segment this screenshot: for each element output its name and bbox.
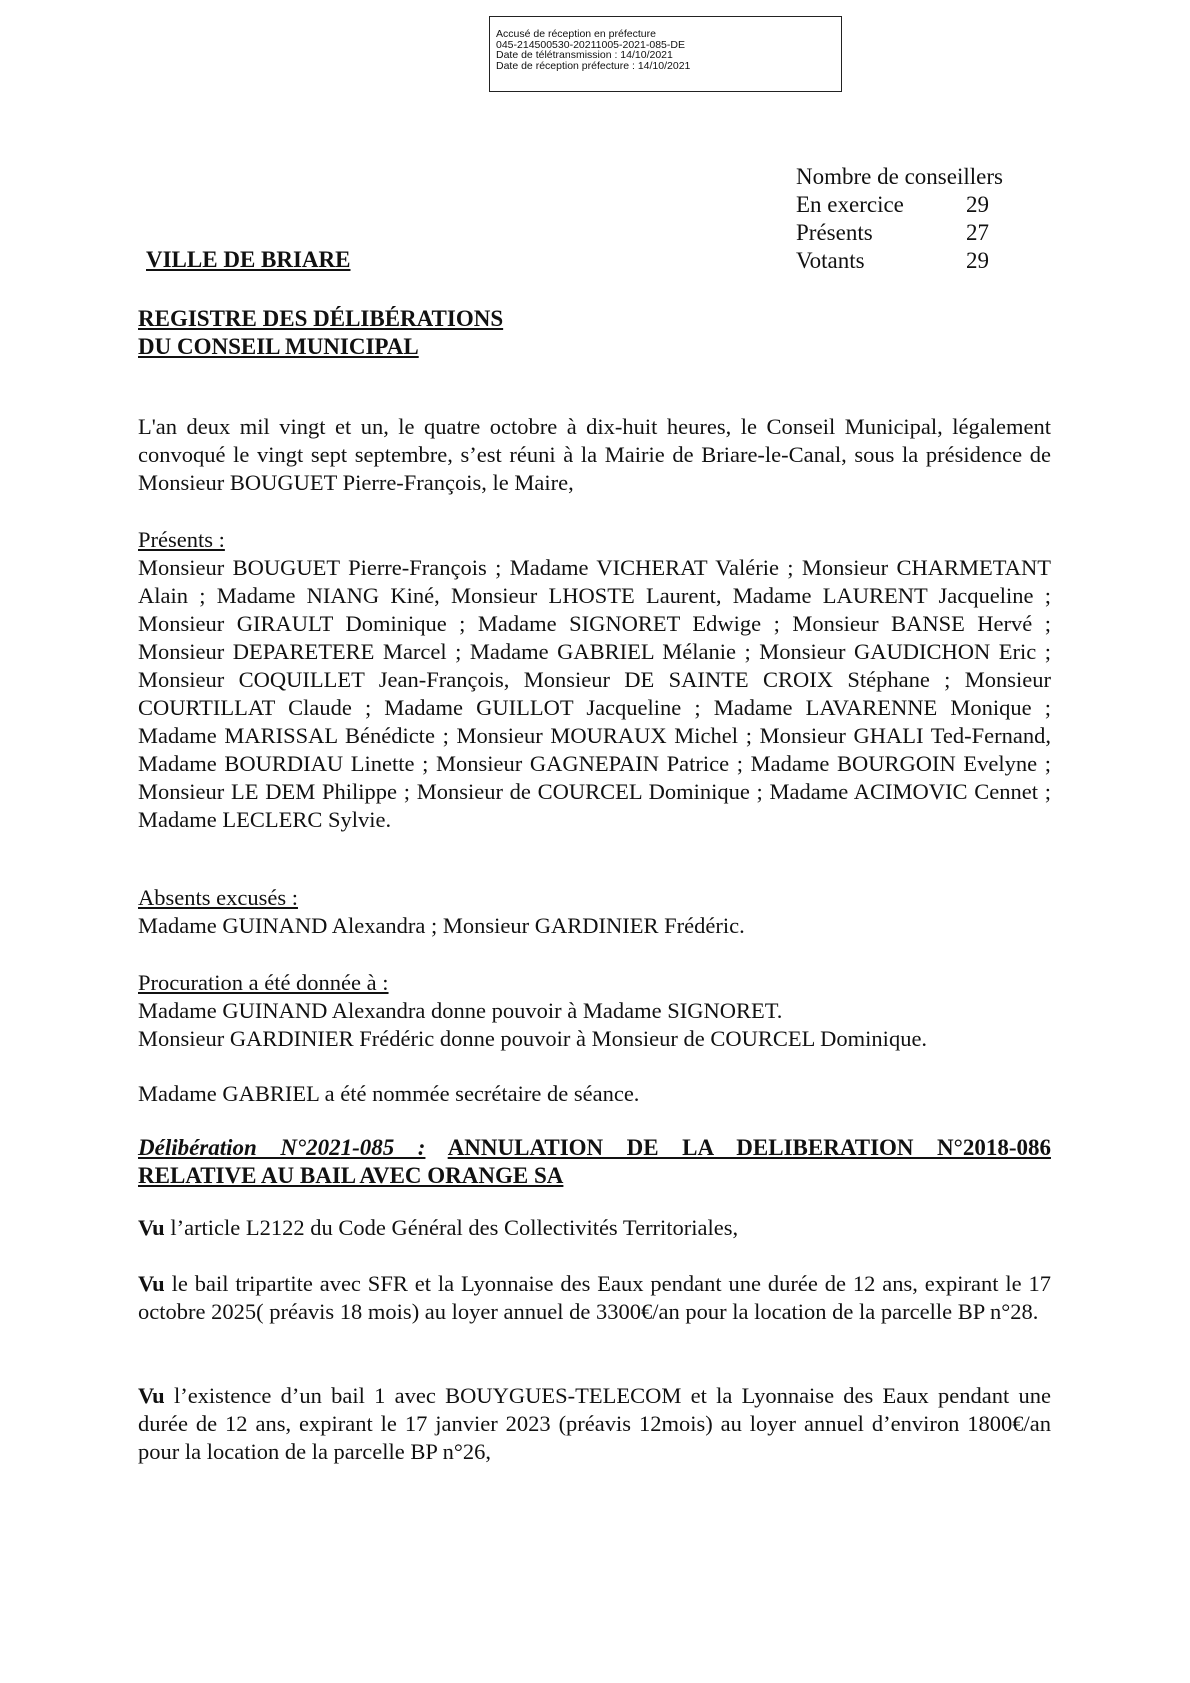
deliberation-title [138,1134,1051,1190]
town-name-heading: VILLE DE BRIARE [146,247,351,272]
count-label: En exercice [796,192,904,217]
prefecture-receipt-stamp [489,16,842,92]
procuration-heading: Procuration a été donnée à : [138,970,389,995]
presents-section [138,526,1051,834]
procuration-line: Monsieur GARDINIER Frédéric donne pouvoir à Monsieur de COURCEL Dominique. [138,1026,928,1051]
presents-list: Monsieur BOUGUET Pierre-François ; Madame VICHERAT Valérie ; Monsieur CHARMETANT Alain ; Madame NIANG Kiné, Monsieur LHOSTE Laurent, Madame LAURENT Jacqueline ; Monsieur GIRAULT Dominique ; Madame SIGNORET Edwige ; Monsieur BANSE Hervé ; Monsieur DEPARETERE Marcel ; Madame GABRIEL Mélanie ; Monsieur GAUDICHON Eric ; Monsieur COQUILLET Jean-François, Monsieur DE SAINTE CROIX Stéphane ; Monsieur COURTILLAT Claude ; Madame GUILLOT Jacqueline ; Madame LAVARENNE Monique ; Madame MARISSAL Bénédicte ; Monsieur MOURAUX Michel ; Monsieur GHALI Ted-Fernand, Madame BOURDIAU Linette ; Monsieur GAGNEPAIN Patrice ; Madame BOURGOIN Evelyne ; Monsieur LE DEM Philippe ; Monsieur de COURCEL Dominique ; Madame ACIMOVIC Cennet ; Madame LECLERC Sylvie. [138,555,1051,832]
vu-lead: Vu [138,1215,165,1240]
intro-paragraph: L'an deux mil vingt et un, le quatre octobre à dix-huit heures, le Conseil Municipal, légalement convoqué le vingt sept septembre, s’est réuni à la Mairie de Briare-le-Canal, sous la présidence de Monsieur BOUGUET Pierre-François, le Maire, [138,414,1051,495]
vu-lead: Vu [138,1271,165,1296]
count-label: Votants [796,248,865,273]
deliberation-title-line-2: RELATIVE AU BAIL AVEC ORANGE SA [138,1163,564,1188]
count-value: 27 [966,220,989,245]
vu-text: le bail tripartite avec SFR et la Lyonnaise des Eaux pendant une durée de 12 ans, expirant le 17 octobre 2025( préavis 18 mois) au loyer annuel de 3300€/an pour la location de la parcelle BP n°28. [138,1271,1051,1324]
count-row-presents [796,219,1003,247]
counts-heading: Nombre de conseillers [796,164,1003,189]
stamp-line: Date de télétransmission : 14/10/2021 [496,49,673,62]
count-label: Présents [796,220,873,245]
secretary-statement: Madame GABRIEL a été nommée secrétaire de séance. [138,1081,640,1106]
absents-list: Madame GUINAND Alexandra ; Monsieur GARDINIER Frédéric. [138,913,745,938]
vu-text: l’article L2122 du Code Général des Collectivités Territoriales, [164,1215,739,1240]
stamp-line: Date de réception préfecture : 14/10/2021 [496,59,691,72]
vu-text: l’existence d’un bail 1 avec BOUYGUES-TELECOM et la Lyonnaise des Eaux pendant une durée de 12 ans, expirant le 17 janvier 2023 (préavis 12mois) au loyer annuel d’environ 1800€/an pour la location de la parcelle BP n°26, [138,1383,1051,1464]
vu-paragraph [138,1270,1051,1326]
count-value: 29 [966,192,989,217]
stamp-line: 045-214500530-20211005-2021-085-DE [496,38,685,51]
register-heading-line: DU CONSEIL MUNICIPAL [138,334,419,359]
absents-section [138,884,1051,940]
deliberation-ref: Délibération N°2021-085 : [138,1135,426,1160]
stamp-line: Accusé de réception en préfecture [496,28,656,40]
register-heading [138,305,503,361]
deliberation-subject: ANNULATION DE LA DELIBERATION N°2018-086 [447,1135,1051,1160]
vu-paragraph [138,1214,1051,1242]
register-heading-line: REGISTRE DES DÉLIBÉRATIONS [138,306,504,331]
presents-heading: Présents : [138,527,225,552]
vu-paragraph [138,1382,1051,1466]
count-row-votants [796,247,1003,275]
procuration-line: Madame GUINAND Alexandra donne pouvoir à Madame SIGNORET. [138,998,783,1023]
absents-heading: Absents excusés : [138,885,298,910]
procuration-section [138,969,1051,1053]
count-row-exercice [796,191,1003,219]
councillor-counts [796,163,1003,275]
count-value: 29 [966,248,989,273]
deliberation-title-line-1 [138,1134,1051,1162]
vu-lead: Vu [138,1383,165,1408]
